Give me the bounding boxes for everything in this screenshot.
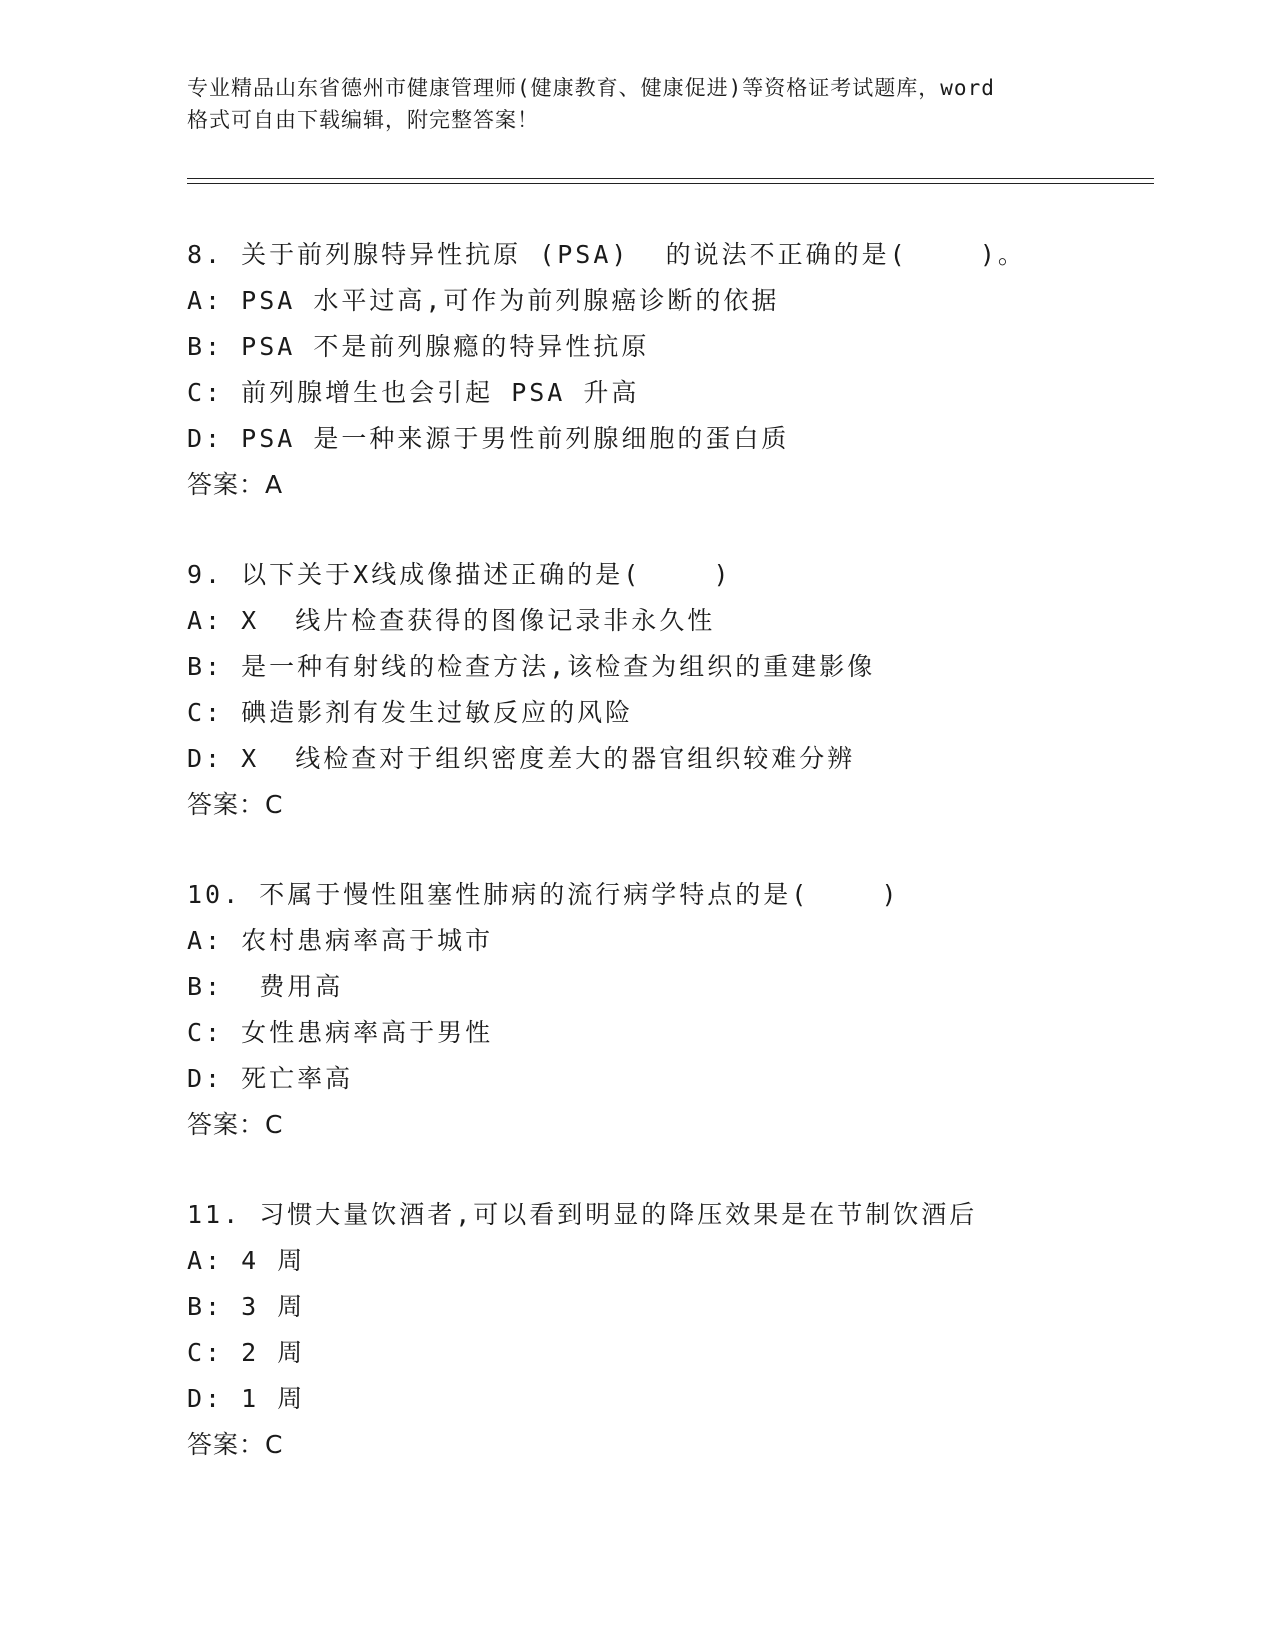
answer-line: 答案：A <box>187 470 284 499</box>
option-a: A: 4 周 <box>187 1246 306 1275</box>
header-divider-top <box>187 178 1154 179</box>
option-b: B: PSA 不是前列腺瘾的特异性抗原 <box>187 332 650 361</box>
header-line-1: 专业精品山东省德州市健康管理师(健康教育、健康促进)等资格证考试题库，word <box>187 76 995 100</box>
question-9 <box>187 552 1187 828</box>
option-b: B: 3 周 <box>187 1292 306 1321</box>
question-stem: 8. 关于前列腺特异性抗原 (PSA) 的说法不正确的是( )。 <box>187 240 1026 269</box>
option-c: C: 前列腺增生也会引起 PSA 升高 <box>187 378 640 407</box>
option-d: D: 1 周 <box>187 1384 306 1413</box>
option-c: C: 2 周 <box>187 1338 306 1367</box>
question-stem: 10. 不属于慢性阻塞性肺病的流行病学特点的是( ) <box>187 880 900 909</box>
answer-line: 答案：C <box>187 1430 284 1459</box>
option-a: A: PSA 水平过高,可作为前列腺癌诊断的依据 <box>187 286 780 315</box>
question-10 <box>187 872 1187 1148</box>
option-b: B: 费用高 <box>187 972 344 1001</box>
question-8 <box>187 232 1187 508</box>
question-stem: 11. 习惯大量饮酒者,可以看到明显的降压效果是在节制饮酒后 <box>187 1200 978 1229</box>
answer-line: 答案：C <box>187 790 284 819</box>
option-a: A: 农村患病率高于城市 <box>187 926 494 955</box>
option-d: D: 死亡率高 <box>187 1064 354 1093</box>
option-d: D: PSA 是一种来源于男性前列腺细胞的蛋白质 <box>187 424 790 453</box>
option-d: D: X 线检查对于组织密度差大的器官组织较难分辨 <box>187 744 856 773</box>
question-11 <box>187 1192 1187 1468</box>
option-c: C: 女性患病率高于男性 <box>187 1018 494 1047</box>
answer-line: 答案：C <box>187 1110 284 1139</box>
document-header <box>187 72 1087 136</box>
question-stem: 9. 以下关于X线成像描述正确的是( ) <box>187 560 732 589</box>
header-divider-bottom <box>187 183 1154 184</box>
header-line-2: 格式可自由下载编辑，附完整答案！ <box>187 108 539 132</box>
option-a: A: X 线片检查获得的图像记录非永久性 <box>187 606 716 635</box>
option-b: B: 是一种有射线的检查方法,该检查为组织的重建影像 <box>187 652 876 681</box>
option-c: C: 碘造影剂有发生过敏反应的风险 <box>187 698 634 727</box>
